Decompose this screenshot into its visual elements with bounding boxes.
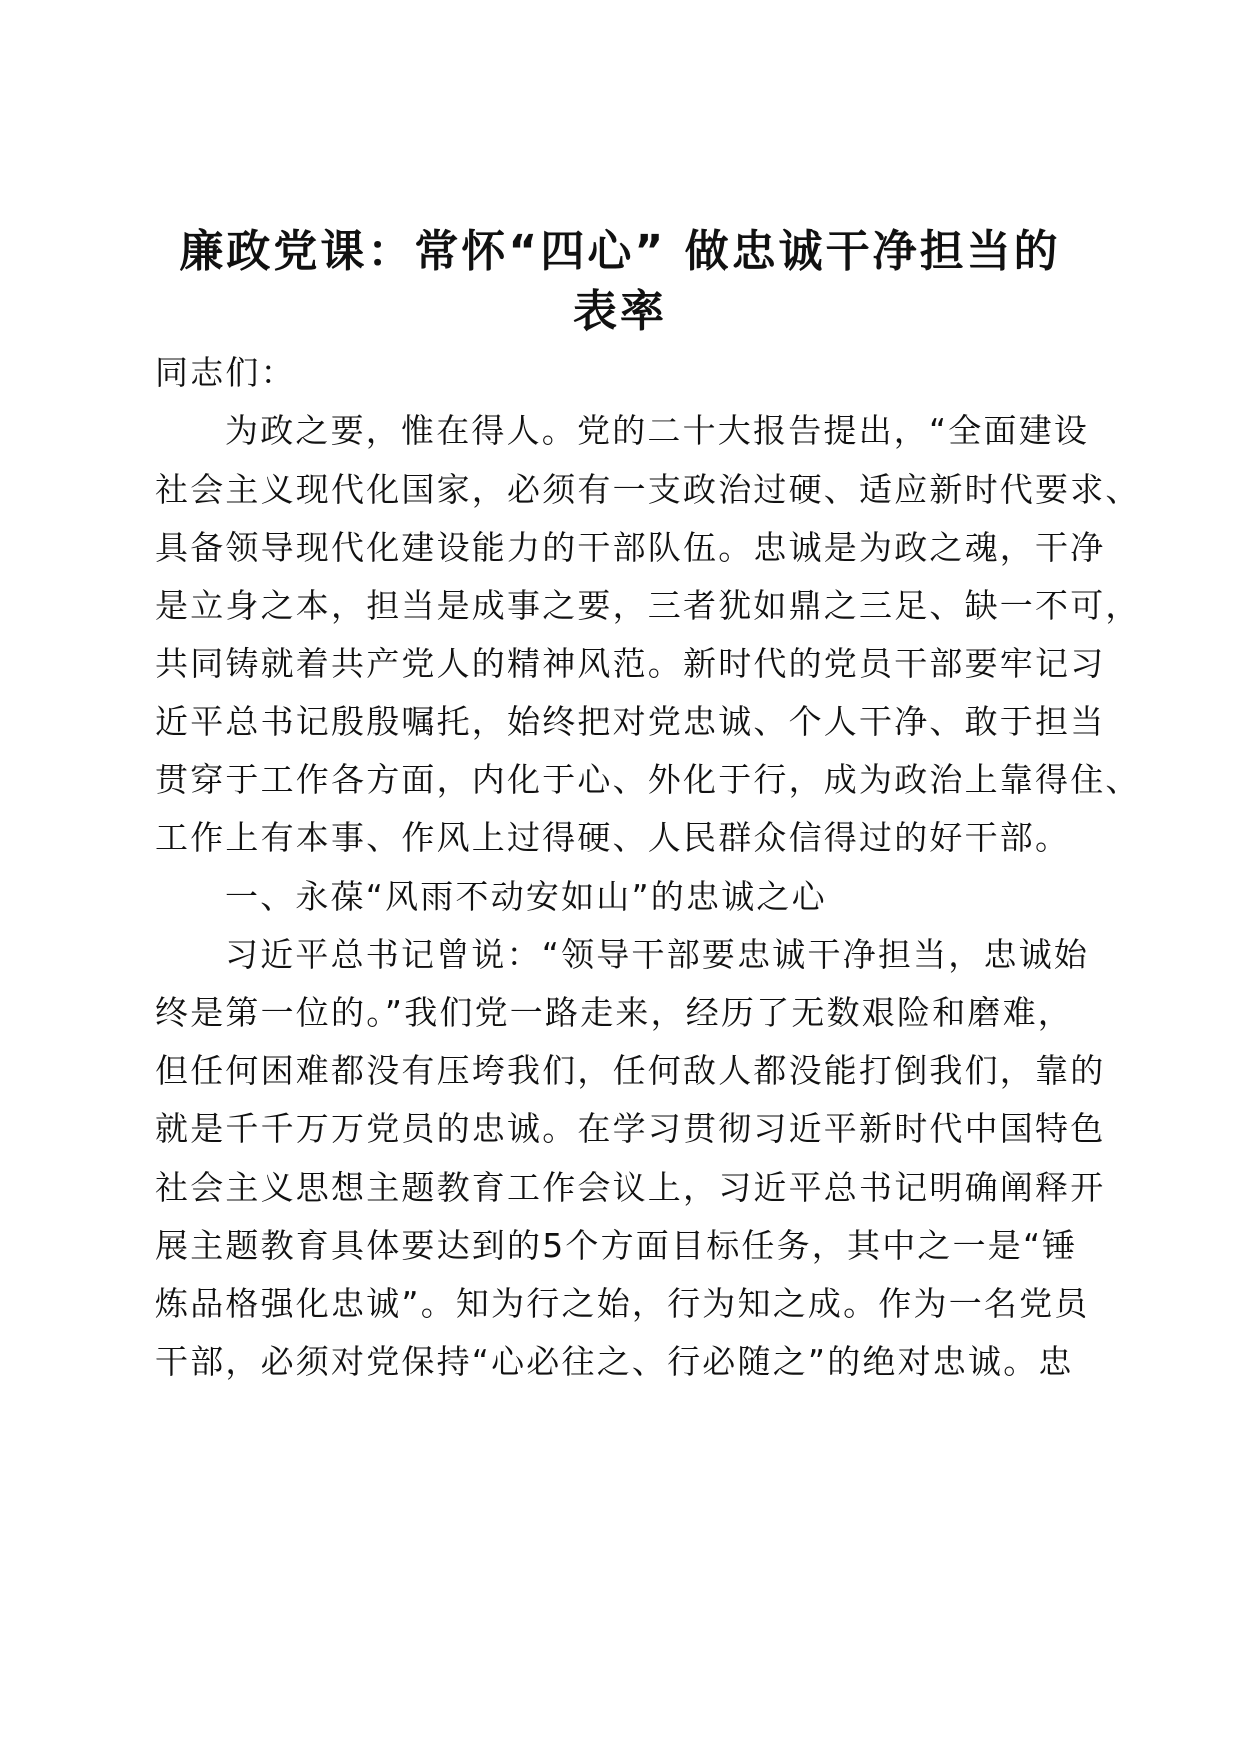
section-1-heading: 一、永葆“风雨不动安如山”的忠诚之心 — [225, 877, 827, 916]
paragraph-2-line: 但任何困难都没有压垮我们，任何敌人都没能打倒我们，靠的 — [155, 1051, 1106, 1090]
paragraph-1-line: 具备领导现代化建设能力的干部队伍。忠诚是为政之魂，干净 — [155, 528, 1106, 567]
paragraph-2-line: 展主题教育具体要达到的5个方面目标任务，其中之一是“锤 — [155, 1226, 1078, 1265]
paragraph-2-line: 炼品格强化忠诚”。知为行之始，行为知之成。作为一名党员 — [155, 1284, 1090, 1323]
document-title-line-1: 廉政党课：常怀“四心” 做忠诚干净担当的 — [179, 226, 1061, 277]
paragraph-1-line: 为政之要，惟在得人。党的二十大报告提出，“全面建设 — [225, 411, 1090, 450]
paragraph-2-line: 干部，必须对党保持“心必往之、行必随之”的绝对忠诚。忠 — [155, 1342, 1074, 1381]
paragraph-2-line: 终是第一位的。”我们党一路走来，经历了无数艰险和磨难， — [155, 993, 1073, 1032]
paragraph-1-line: 工作上有本事、作风上过得硬、人民群众信得过的好干部。 — [155, 818, 1071, 857]
document-title-line-2: 表率 — [573, 286, 667, 337]
paragraph-1-line: 共同铸就着共产党人的精神风范。新时代的党员干部要牢记习 — [155, 644, 1106, 683]
paragraph-2-line: 习近平总书记曾说：“领导干部要忠诚干净担当，忠诚始 — [225, 935, 1090, 974]
paragraph-2-line: 社会主义思想主题教育工作会议上，习近平总书记明确阐释开 — [155, 1168, 1106, 1207]
salutation: 同志们： — [155, 353, 296, 392]
paragraph-1-line: 是立身之本，担当是成事之要，三者犹如鼎之三足、缺一不可， — [155, 586, 1141, 625]
paragraph-1-line: 近平总书记殷殷嘱托，始终把对党忠诚、个人干净、敢于担当 — [155, 702, 1106, 741]
paragraph-1-line: 社会主义现代化国家，必须有一支政治过硬、适应新时代要求、 — [155, 470, 1141, 509]
paragraph-2-line: 就是千千万万党员的忠诚。在学习贯彻习近平新时代中国特色 — [155, 1109, 1106, 1148]
paragraph-1-line: 贯穿于工作各方面，内化于心、外化于行，成为政治上靠得住、 — [155, 760, 1141, 799]
